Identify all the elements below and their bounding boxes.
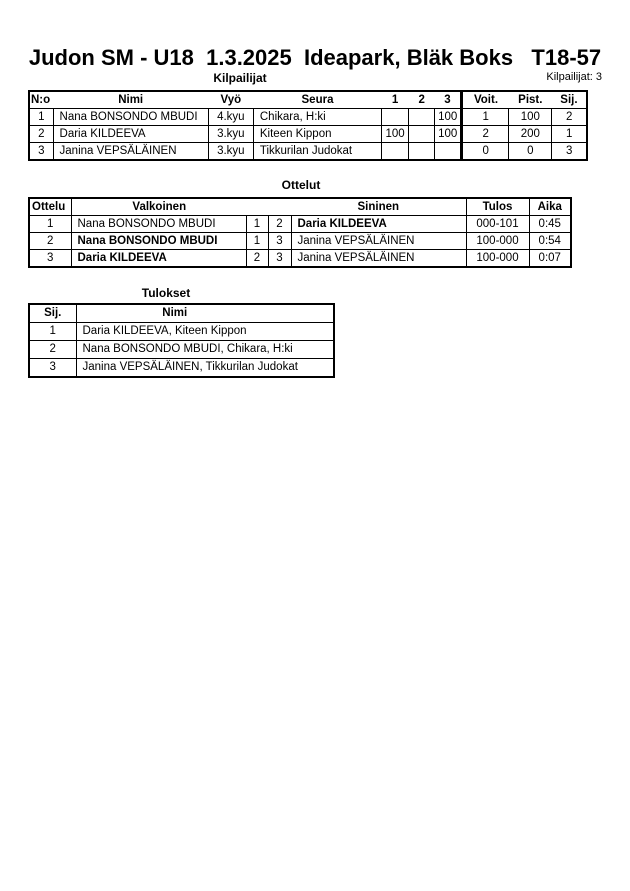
- results-header-row: [29, 304, 334, 323]
- column-header-blue: Sininen: [291, 198, 466, 216]
- results-section-label: Tulokset: [141, 286, 191, 300]
- match-row: [29, 216, 571, 233]
- competitor-points: 200: [509, 126, 552, 143]
- match-result: 100-000: [466, 233, 529, 250]
- competitor-club: Chikara, H:ki: [253, 109, 381, 126]
- round-3-score: 100: [435, 109, 462, 126]
- result-row: [29, 323, 334, 341]
- competitor-belt: 4.kyu: [208, 109, 253, 126]
- column-header-round2: 2: [409, 91, 435, 109]
- competitor-belt: 3.kyu: [208, 143, 253, 161]
- competitor-no: 1: [29, 109, 53, 126]
- match-row: [29, 250, 571, 268]
- matches-section-label: Ottelut: [281, 178, 321, 192]
- column-header-belt: Vyö: [208, 91, 253, 109]
- round-2-score: [409, 109, 435, 126]
- result-place: 1: [29, 323, 76, 341]
- result-place: 3: [29, 359, 76, 378]
- match-time: 0:54: [529, 233, 571, 250]
- competitor-no: 3: [29, 143, 53, 161]
- competitors-table: [28, 90, 588, 161]
- matches-table: [28, 197, 572, 268]
- column-header-white: Valkoinen: [71, 198, 291, 216]
- round-1-score: 100: [382, 126, 409, 143]
- result-name: Janina VEPSÄLÄINEN, Tikkurilan Judokat: [76, 359, 334, 378]
- white-player-name: Nana BONSONDO MBUDI: [71, 216, 246, 233]
- column-header-club: Seura: [253, 91, 381, 109]
- competitor-count: Kilpailijat: 3: [546, 71, 602, 83]
- blue-player-name: Daria KILDEEVA: [291, 216, 466, 233]
- round-2-score: [409, 126, 435, 143]
- result-name: Nana BONSONDO MBUDI, Chikara, H:ki: [76, 341, 334, 359]
- results-table: [28, 303, 335, 378]
- match-time: 0:07: [529, 250, 571, 268]
- white-player-no: 1: [246, 233, 268, 250]
- competitor-row: [29, 143, 587, 161]
- round-1-score: [382, 109, 409, 126]
- match-no: 3: [29, 250, 71, 268]
- column-header-result: Tulos: [466, 198, 529, 216]
- match-time: 0:45: [529, 216, 571, 233]
- competitor-points: 100: [509, 109, 552, 126]
- column-header-points: Pist.: [509, 91, 552, 109]
- competitor-place: 1: [552, 126, 587, 143]
- competitor-points: 0: [509, 143, 552, 161]
- competitor-name: Daria KILDEEVA: [53, 126, 208, 143]
- competitor-place: 2: [552, 109, 587, 126]
- competitor-club: Tikkurilan Judokat: [253, 143, 381, 161]
- column-header-name: Nimi: [76, 304, 334, 323]
- white-player-no: 1: [246, 216, 268, 233]
- round-1-score: [382, 143, 409, 161]
- column-header-round1: 1: [382, 91, 409, 109]
- result-place: 2: [29, 341, 76, 359]
- column-header-no: N:o: [29, 91, 53, 109]
- round-3-score: [435, 143, 462, 161]
- competitor-club: Kiteen Kippon: [253, 126, 381, 143]
- blue-player-no: 3: [268, 250, 291, 268]
- competitor-no: 2: [29, 126, 53, 143]
- competitors-section-label: Kilpailijat: [213, 71, 267, 85]
- white-player-name: Nana BONSONDO MBUDI: [71, 233, 246, 250]
- match-result: 100-000: [466, 250, 529, 268]
- blue-player-no: 2: [268, 216, 291, 233]
- match-no: 2: [29, 233, 71, 250]
- page-title: Judon SM - U18 1.3.2025 Ideapark, Bläk Boks T18-57: [28, 45, 602, 70]
- round-3-score: 100: [435, 126, 462, 143]
- column-header-name: Nimi: [53, 91, 208, 109]
- competitor-wins: 0: [462, 143, 509, 161]
- column-header-wins: Voit.: [462, 91, 509, 109]
- column-header-place: Sij.: [29, 304, 76, 323]
- blue-player-no: 3: [268, 233, 291, 250]
- column-header-round3: 3: [435, 91, 462, 109]
- matches-header-row: [29, 198, 571, 216]
- blue-player-name: Janina VEPSÄLÄINEN: [291, 233, 466, 250]
- column-header-time: Aika: [529, 198, 571, 216]
- competitor-belt: 3.kyu: [208, 126, 253, 143]
- competitor-wins: 1: [462, 109, 509, 126]
- competitor-row: [29, 126, 587, 143]
- competitor-row: [29, 109, 587, 126]
- competitor-wins: 2: [462, 126, 509, 143]
- competitor-name: Nana BONSONDO MBUDI: [53, 109, 208, 126]
- competitors-header-row: [29, 91, 587, 109]
- result-row: [29, 359, 334, 378]
- blue-player-name: Janina VEPSÄLÄINEN: [291, 250, 466, 268]
- match-row: [29, 233, 571, 250]
- column-header-place: Sij.: [552, 91, 587, 109]
- white-player-no: 2: [246, 250, 268, 268]
- competitor-name: Janina VEPSÄLÄINEN: [53, 143, 208, 161]
- result-row: [29, 341, 334, 359]
- round-2-score: [409, 143, 435, 161]
- match-no: 1: [29, 216, 71, 233]
- column-header-match: Ottelu: [29, 198, 71, 216]
- competitor-place: 3: [552, 143, 587, 161]
- result-name: Daria KILDEEVA, Kiteen Kippon: [76, 323, 334, 341]
- white-player-name: Daria KILDEEVA: [71, 250, 246, 268]
- match-result: 000-101: [466, 216, 529, 233]
